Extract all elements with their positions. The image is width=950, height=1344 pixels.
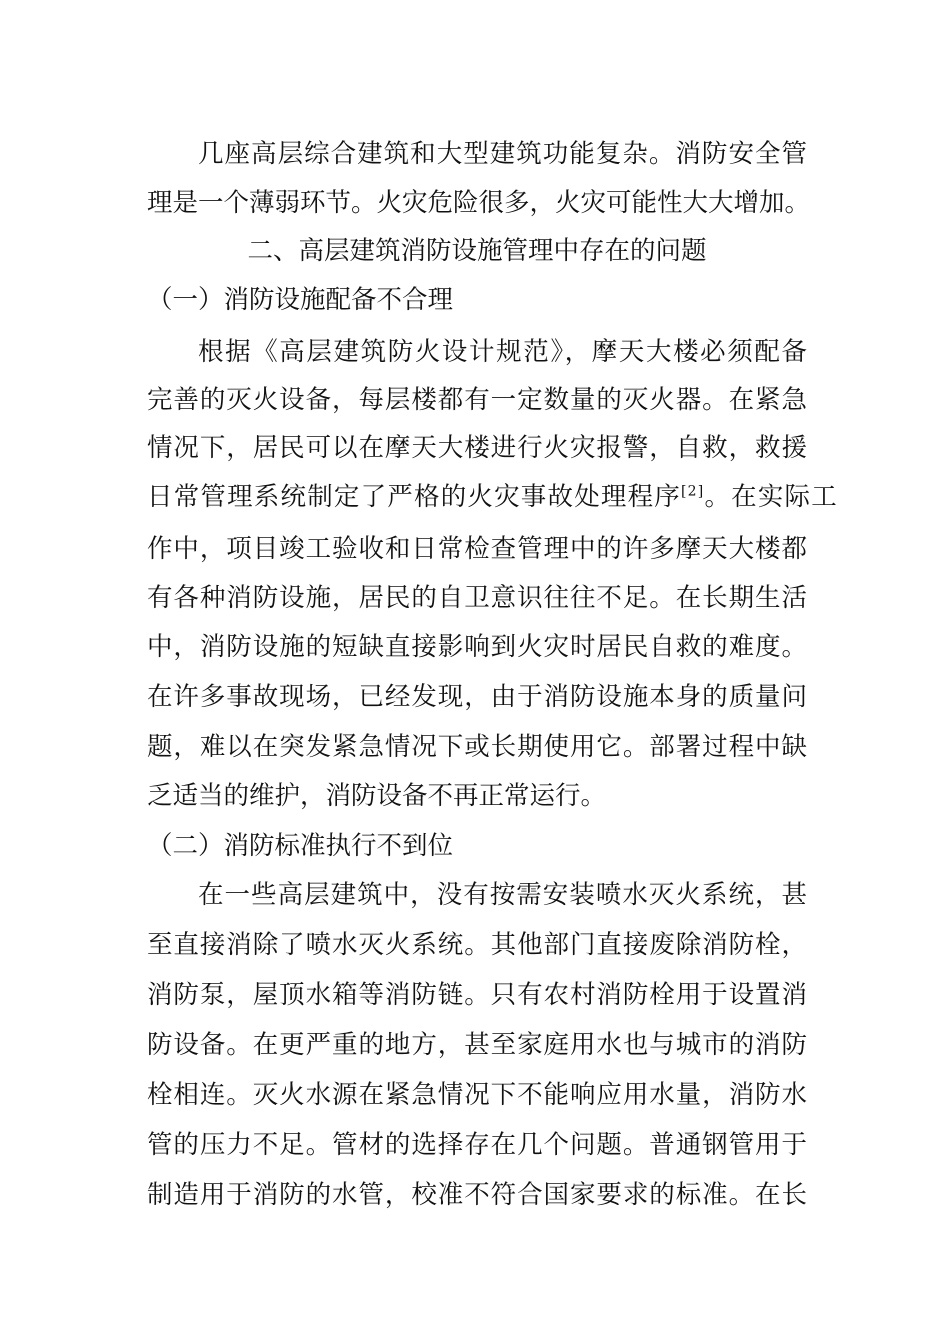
subsection-heading: （一）消防设施配备不合理 bbox=[147, 285, 454, 315]
citation-marker: [2] bbox=[681, 483, 705, 500]
paragraph-line: 在一些高层建筑中，没有按需安装喷水灭火系统，甚 bbox=[198, 880, 807, 910]
paragraph-line: 消防泵，屋顶水箱等消防链。只有农村消防栓用于设置消 bbox=[147, 980, 807, 1010]
subsection-heading: （二）消防标准执行不到位 bbox=[147, 831, 454, 861]
paragraph-line: 制造用于消防的水管，校准不符合国家要求的标准。在长 bbox=[147, 1180, 807, 1210]
paragraph-line: 有各种消防设施，居民的自卫意识往往不足。在长期生活 bbox=[147, 583, 807, 613]
paragraph-line: 至直接消除了喷水灭火系统。其他部门直接废除消防栓， bbox=[147, 930, 807, 960]
paragraph-line: 题，难以在突发紧急情况下或长期使用它。部署过程中缺 bbox=[147, 732, 807, 762]
paragraph-line: 乏适当的维护，消防设备不再正常运行。 bbox=[147, 781, 607, 811]
paragraph-line: 栓相连。灭火水源在紧急情况下不能响应用水量，消防水 bbox=[147, 1080, 807, 1110]
paragraph-line: 根据《高层建筑防火设计规范》，摩天大楼必须配备 bbox=[198, 337, 807, 367]
paragraph-line: 中，消防设施的短缺直接影响到火灾时居民自救的难度。 bbox=[147, 632, 807, 662]
section-heading bbox=[147, 226, 807, 276]
paragraph-line: 完善的灭火设备，每层楼都有一定数量的灭火器。在紧急 bbox=[147, 385, 807, 415]
paragraph-line: 管的压力不足。管材的选择存在几个问题。普通钢管用于 bbox=[147, 1130, 807, 1160]
paragraph-line: 几座高层综合建筑和大型建筑功能复杂。消防安全管 bbox=[198, 139, 807, 169]
paragraph-line: 防设备。在更严重的地方，甚至家庭用水也与城市的消防 bbox=[147, 1030, 807, 1060]
section-heading-text: 二、高层建筑消防设施管理中存在的问题 bbox=[247, 236, 707, 266]
paragraph-line bbox=[147, 472, 838, 522]
paragraph-line: 在许多事故现场，已经发现，由于消防设施本身的质量问 bbox=[147, 682, 807, 712]
paragraph-line: 理是一个薄弱环节。火灾危险很多，火灾可能性大大增加。 bbox=[147, 188, 811, 218]
paragraph-text: 。在实际工 bbox=[704, 482, 838, 512]
paragraph-line: 作中，项目竣工验收和日常检查管理中的许多摩天大楼都 bbox=[147, 534, 807, 564]
paragraph-line: 情况下，居民可以在摩天大楼进行火灾报警，自救，救援 bbox=[147, 433, 807, 463]
paragraph-text: 日常管理系统制定了严格的火灾事故处理程序 bbox=[147, 482, 682, 512]
